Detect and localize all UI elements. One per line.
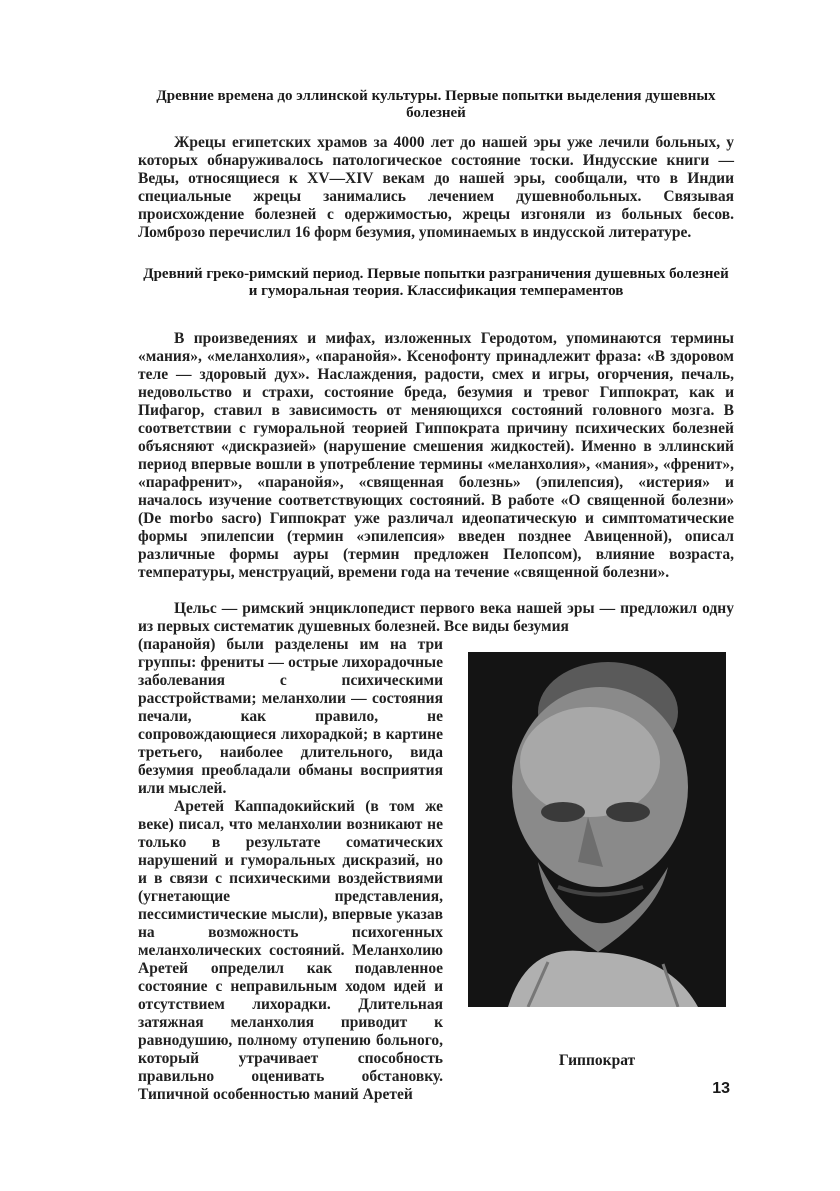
figure-caption: Гиппократ [558, 1052, 636, 1069]
section-heading-greco-roman: Древний греко-римский период. Первые попытки разграничения душевных болезней и гуморальная теория. Классификация темпераментов [143, 266, 729, 299]
narrow-text-column [138, 636, 443, 1104]
section-heading-ancient-times: Древние времена до эллинской культуры. Первые попытки выделения душевных болезней [156, 88, 716, 121]
page-number: 13 [712, 1080, 730, 1097]
paragraph-celsus: Цельс — римский энциклопедист первого века нашей эры — предложил одну из первых систематик душевных болезней. Все виды безумия [138, 600, 734, 635]
paragraph-herodotus: В произведениях и мифах, изложенных Геродотом, упоминаются термины «мания», «меланхолия», «паранойя». Ксенофонту принадлежит фраза: «В здоровом теле — здоровый дух». Наслаждения, радости, смех и игры, огорчения, печаль, недовольство и страхи, состояние бреда, безумия и тревог Гиппократ, как и Пифагор, ставил в зависимость от меняющихся состояний головного мозга. В соответствии с гуморальной теорией Гиппократа причину психических болезней объясняют «дискразией» (нарушение смешения жидкостей). Именно в эллинский период впервые вошли в употребление термины «меланхолия», «мания», «френит», «парафренит», «паранойя», «священная болезнь» (эпилепсия), «истерия» и началось изучение соответствующих состояний. В работе «О священной болезни» (De morbo sacro) Гиппократ уже различал идеопатическую и симптоматические формы эпилепсии (термин «эпилепсия» введен позднее Авиценной), описал различные формы ауры (термин предложен Пелопсом), влияние возраста, температуры, менструаций, времени года на течение «священной болезни». [138, 330, 734, 581]
hippocrates-bust-image [468, 652, 726, 1007]
hippocrates-figure [468, 652, 726, 1069]
paragraph-aretaeus: Аретей Каппадокийский (в том же веке) писал, что меланхолии возникают не только в результате соматических нарушений и гуморальных дискразий, но и в связи с психическими воздействиями (угнетающие представления, пессимистические мысли), впервые указав на возможность психогенных меланхолических состояний. Меланхолию Аретей определил как подавленное состояние с неправильным ходом идей и отсутствием лихорадки. Длительная затяжная меланхолия приводит к равнодушию, полному отупению больного, который утрачивает способность правильно оценивать обстановку. Типичной особенностью маний Аретей [138, 798, 443, 1103]
paragraph-celsus-continued: (паранойя) были разделены им на три группы: френиты — острые лихорадочные заболевания с психическими расстройствами; меланхолии — состояния печали, как правило, не сопровождающиеся лихорадкой; в картине третьего, наиболее длительного, вида безумия преобладали обманы восприятия или мыслей. [138, 636, 443, 797]
paragraph-egyptian-priests: Жрецы египетских храмов за 4000 лет до нашей эры уже лечили больных, у которых обнаруживалось патологическое состояние тоски. Индусские книги — Веды, относящиеся к XV—XIV векам до нашей эры, сообщали, что в Индии специальные жрецы занимались лечением душевнобольных. Связывая происхождение болезней с одержимостью, жрецы изгоняли из больных бесов. Ломброзо перечислил 16 форм безумия, упоминаемых в индусской литературе. [138, 134, 734, 241]
